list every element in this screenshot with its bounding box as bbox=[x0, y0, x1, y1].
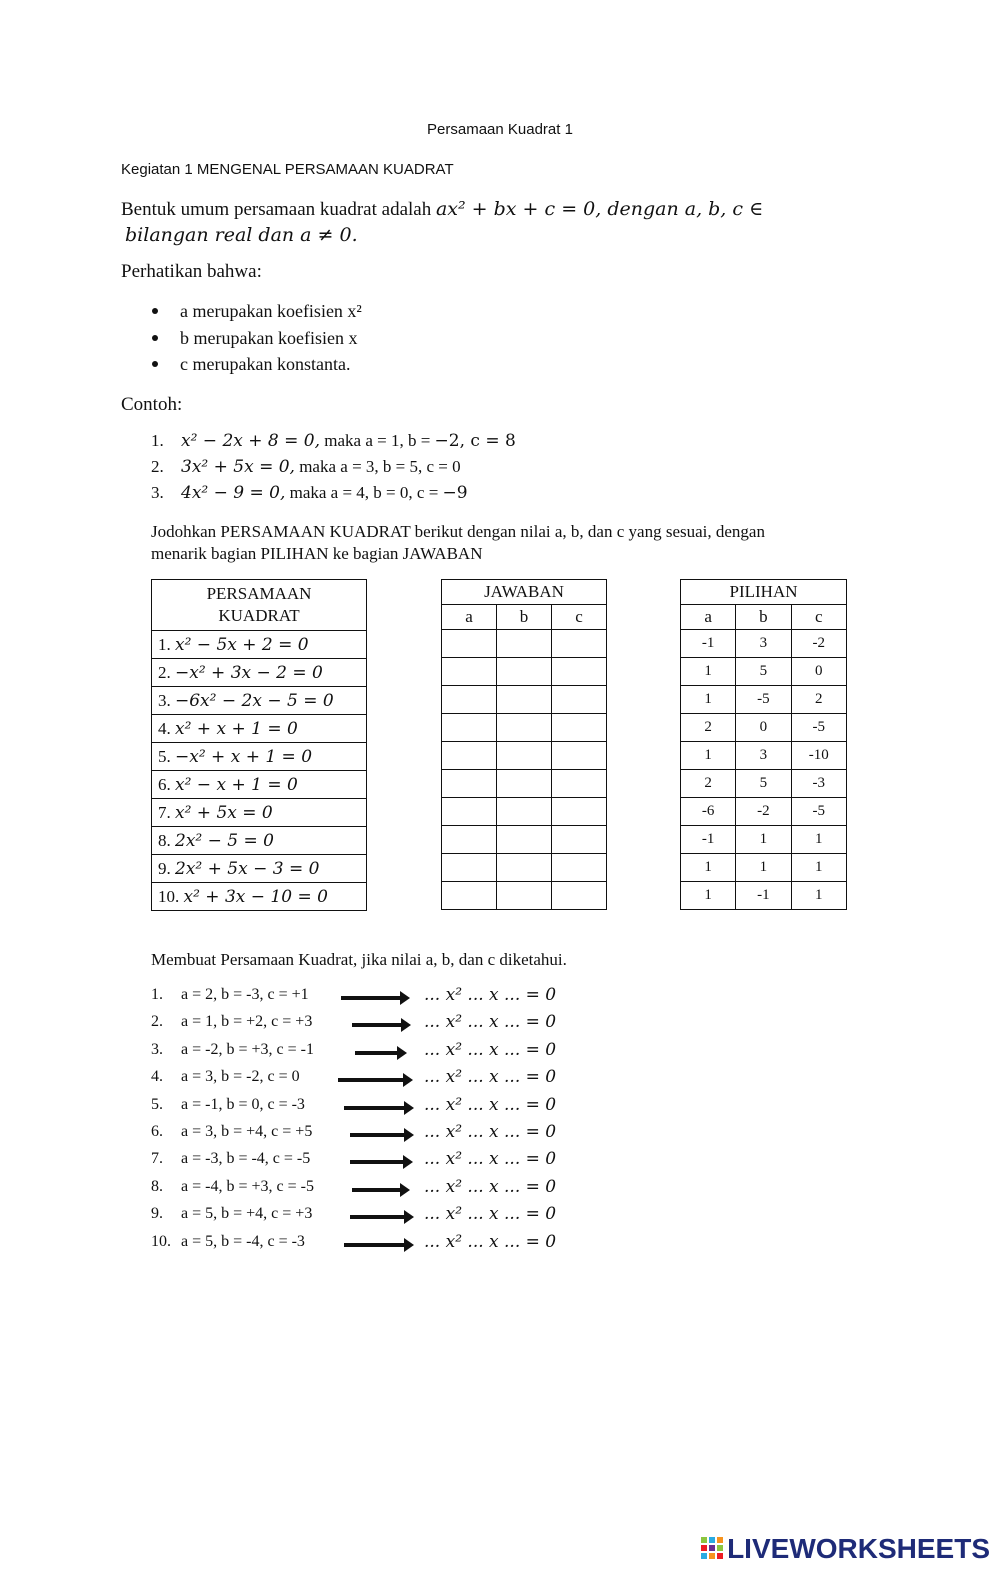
equation-row bbox=[152, 743, 367, 771]
choice-cell-b[interactable]: 5 bbox=[736, 658, 791, 686]
construct-values: a = 5, b = -4, c = -3 bbox=[181, 1232, 305, 1250]
right-arrow-icon bbox=[350, 1215, 405, 1219]
choice-cell-c[interactable]: -2 bbox=[791, 630, 846, 658]
construct-item bbox=[151, 1123, 312, 1141]
choice-cell-b[interactable]: 5 bbox=[736, 770, 791, 798]
construct-answer-blank[interactable] bbox=[424, 1177, 556, 1197]
construct-values: a = -4, b = +3, c = -5 bbox=[181, 1177, 314, 1195]
answer-col-a: a bbox=[442, 605, 497, 630]
construct-answer-blank[interactable] bbox=[424, 1204, 556, 1224]
answer-drop-cell-c[interactable] bbox=[551, 742, 606, 770]
equation-number: 2. bbox=[158, 662, 171, 682]
answer-row bbox=[442, 882, 607, 910]
example-desc: maka a = 4, b = 0, c = bbox=[289, 483, 443, 502]
choice-cell-b[interactable]: -5 bbox=[736, 686, 791, 714]
choice-cell-c[interactable]: 2 bbox=[791, 686, 846, 714]
equation-row bbox=[152, 715, 367, 743]
equation-number: 6. bbox=[158, 774, 171, 794]
answer-drop-cell-b[interactable] bbox=[496, 770, 551, 798]
example-tail: −2, c = 8 bbox=[434, 431, 516, 451]
answer-row bbox=[442, 714, 607, 742]
equation-number: 10. bbox=[158, 886, 180, 906]
answer-row bbox=[442, 658, 607, 686]
construct-values: a = -3, b = -4, c = -5 bbox=[181, 1150, 311, 1168]
answer-drop-cell-a[interactable] bbox=[442, 882, 497, 910]
equation-row bbox=[152, 771, 367, 799]
example-desc: maka a = 1, b = bbox=[324, 431, 435, 450]
general-form-prefix: Bentuk umum persamaan kuadrat adalah bbox=[121, 199, 432, 220]
answer-drop-cell-c[interactable] bbox=[551, 686, 606, 714]
answer-row bbox=[442, 686, 607, 714]
construct-number: 3. bbox=[151, 1040, 163, 1058]
equations-table bbox=[151, 579, 367, 911]
choices-header: PILIHAN bbox=[681, 580, 847, 605]
equation-text: −x² + x + 1 = 0 bbox=[175, 746, 313, 767]
answer-col-c: c bbox=[551, 605, 606, 630]
construct-template: ... x² ... x ... = 0 bbox=[424, 985, 557, 1005]
construct-item bbox=[151, 1205, 312, 1223]
construct-template: ... x² ... x ... = 0 bbox=[424, 1012, 557, 1033]
construct-item bbox=[151, 1041, 314, 1059]
example-item bbox=[151, 483, 468, 503]
choices-col-c: c bbox=[791, 605, 846, 630]
choice-row bbox=[681, 714, 847, 742]
answer-drop-cell-b[interactable] bbox=[496, 658, 551, 686]
equation-cell bbox=[152, 715, 367, 743]
choice-cell-b[interactable]: 3 bbox=[736, 630, 791, 658]
equation-cell bbox=[152, 771, 367, 799]
choice-cell-a[interactable]: 2 bbox=[681, 714, 736, 742]
matching-instruction-line2: menarik bagian PILIHAN ke bagian JAWABAN bbox=[151, 544, 483, 563]
brand-text: LIVEWORKSHEETS bbox=[727, 1533, 990, 1564]
right-arrow-icon bbox=[344, 1243, 405, 1247]
equation-cell bbox=[152, 827, 367, 855]
construct-values: a = 3, b = -2, c = 0 bbox=[181, 1068, 300, 1086]
construct-number: 7. bbox=[151, 1150, 163, 1168]
equation-text: 2x² + 5x − 3 = 0 bbox=[175, 858, 320, 879]
equation-number: 9. bbox=[158, 858, 171, 878]
answer-table bbox=[441, 579, 607, 910]
right-arrow-icon bbox=[344, 1106, 405, 1110]
choices-table bbox=[680, 579, 847, 910]
equation-cell bbox=[152, 743, 367, 771]
construct-template: ... x² ... x ... = 0 bbox=[424, 1094, 557, 1115]
choice-cell-c[interactable]: -3 bbox=[791, 770, 846, 798]
answer-col-b: b bbox=[496, 605, 551, 630]
equation-cell bbox=[152, 631, 367, 659]
construct-instruction: Membuat Persamaan Kuadrat, jika nilai a, b, dan c diketahui. bbox=[151, 950, 567, 969]
activity-heading: Kegiatan 1 MENGENAL PERSAMAAN KUADRAT bbox=[121, 161, 454, 178]
answer-drop-cell-b[interactable] bbox=[496, 854, 551, 882]
choices-col-a: a bbox=[681, 605, 736, 630]
construct-answer-blank[interactable] bbox=[424, 1067, 556, 1087]
equation-number: 3. bbox=[158, 690, 171, 710]
example-tail: −9 bbox=[442, 483, 468, 503]
construct-number: 10. bbox=[151, 1232, 171, 1250]
answer-drop-cell-b[interactable] bbox=[496, 798, 551, 826]
construct-item bbox=[151, 1178, 314, 1196]
construct-values: a = 3, b = +4, c = +5 bbox=[181, 1123, 313, 1140]
equations-header: PERSAMAAN KUADRAT bbox=[152, 580, 367, 631]
answer-row bbox=[442, 826, 607, 854]
general-form-formula: ax² + bx + c = 0, dengan a, b, c ∈ bbox=[435, 198, 764, 220]
answer-drop-cell-a[interactable] bbox=[442, 798, 497, 826]
choice-row bbox=[681, 826, 847, 854]
right-arrow-icon bbox=[355, 1051, 398, 1055]
equation-text: x² − 5x + 2 = 0 bbox=[175, 634, 309, 655]
answer-drop-cell-b[interactable] bbox=[496, 882, 551, 910]
construct-answer-blank[interactable] bbox=[424, 1232, 556, 1252]
choice-cell-b[interactable]: -1 bbox=[736, 882, 791, 910]
equation-number: 8. bbox=[158, 830, 171, 850]
equation-number: 4. bbox=[158, 718, 171, 738]
bullet-item: a merupakan koefisien x² bbox=[152, 301, 362, 322]
answer-drop-cell-a[interactable] bbox=[442, 658, 497, 686]
choice-row bbox=[681, 882, 847, 910]
brand-logo bbox=[701, 1533, 990, 1565]
equation-text: −6x² − 2x − 5 = 0 bbox=[175, 690, 334, 711]
equation-cell bbox=[152, 855, 367, 883]
choice-row bbox=[681, 770, 847, 798]
page-title: Persamaan Kuadrat 1 bbox=[427, 121, 573, 138]
choice-cell-b[interactable]: 1 bbox=[736, 854, 791, 882]
choice-row bbox=[681, 798, 847, 826]
answer-drop-cell-a[interactable] bbox=[442, 630, 497, 658]
choice-row bbox=[681, 630, 847, 658]
answer-drop-cell-c[interactable] bbox=[551, 770, 606, 798]
construct-item bbox=[151, 986, 309, 1004]
equation-cell bbox=[152, 659, 367, 687]
answer-drop-cell-c[interactable] bbox=[551, 658, 606, 686]
example-number: 3. bbox=[151, 483, 164, 502]
answer-drop-cell-c[interactable] bbox=[551, 630, 606, 658]
answer-drop-cell-a[interactable] bbox=[442, 742, 497, 770]
matching-instruction-line1: Jodohkan PERSAMAAN KUADRAT berikut dengan nilai a, b, dan c yang sesuai, dengan bbox=[151, 522, 765, 541]
example-equation: x² − 2x + 8 = 0, bbox=[181, 431, 320, 451]
answer-drop-cell-a[interactable] bbox=[442, 854, 497, 882]
choice-row bbox=[681, 854, 847, 882]
construct-template: ... x² ... x ... = 0 bbox=[424, 1067, 557, 1088]
construct-values: a = -1, b = 0, c = -3 bbox=[181, 1095, 305, 1113]
answer-drop-cell-c[interactable] bbox=[551, 798, 606, 826]
construct-template: ... x² ... x ... = 0 bbox=[424, 1204, 557, 1225]
example-equation: 3x² + 5x = 0, bbox=[181, 457, 295, 477]
choice-cell-c[interactable]: 1 bbox=[791, 882, 846, 910]
answer-drop-cell-a[interactable] bbox=[442, 826, 497, 854]
general-form-line2: bilangan real dan a ≠ 0. bbox=[125, 224, 358, 246]
choice-cell-a[interactable]: -6 bbox=[681, 798, 736, 826]
construct-answer-blank[interactable] bbox=[424, 1122, 556, 1142]
bullet-icon bbox=[152, 308, 158, 314]
choice-cell-a[interactable]: 1 bbox=[681, 658, 736, 686]
equation-number: 1. bbox=[158, 634, 171, 654]
construct-values: a = -2, b = +3, c = -1 bbox=[181, 1040, 314, 1058]
choice-cell-a[interactable]: 1 bbox=[681, 882, 736, 910]
choice-cell-b[interactable]: 1 bbox=[736, 826, 791, 854]
answer-row bbox=[442, 854, 607, 882]
construct-number: 5. bbox=[151, 1095, 163, 1113]
brand-mark-icon bbox=[701, 1537, 723, 1559]
choice-row bbox=[681, 742, 847, 770]
equation-text: −x² + 3x − 2 = 0 bbox=[175, 662, 323, 683]
equation-row bbox=[152, 827, 367, 855]
example-desc: maka a = 3, b = 5, c = 0 bbox=[299, 457, 461, 476]
bullet-item: c merupakan konstanta. bbox=[152, 354, 350, 375]
equation-row bbox=[152, 687, 367, 715]
construct-answer-blank[interactable] bbox=[424, 1149, 556, 1169]
general-form-line1 bbox=[121, 198, 763, 221]
answer-drop-cell-c[interactable] bbox=[551, 826, 606, 854]
notice-heading: Perhatikan bahwa: bbox=[121, 261, 262, 282]
answer-drop-cell-b[interactable] bbox=[496, 742, 551, 770]
example-item bbox=[151, 457, 461, 477]
construct-answer-blank[interactable] bbox=[424, 1040, 556, 1060]
right-arrow-icon bbox=[350, 1133, 405, 1137]
right-arrow-icon bbox=[352, 1188, 401, 1192]
equation-row bbox=[152, 659, 367, 687]
answer-drop-cell-b[interactable] bbox=[496, 714, 551, 742]
construct-number: 1. bbox=[151, 986, 163, 1003]
equation-cell bbox=[152, 799, 367, 827]
choice-cell-b[interactable]: 3 bbox=[736, 742, 791, 770]
example-item bbox=[151, 431, 516, 451]
equation-text: x² + x + 1 = 0 bbox=[175, 718, 298, 739]
equation-text: x² − x + 1 = 0 bbox=[175, 774, 298, 795]
answer-header: JAWABAN bbox=[442, 580, 607, 605]
choice-cell-c[interactable]: 1 bbox=[791, 854, 846, 882]
choice-cell-c[interactable]: 1 bbox=[791, 826, 846, 854]
bullet-icon bbox=[152, 335, 158, 341]
choice-cell-c[interactable]: -5 bbox=[791, 714, 846, 742]
equation-row bbox=[152, 799, 367, 827]
equation-cell bbox=[152, 687, 367, 715]
right-arrow-icon bbox=[341, 996, 401, 1000]
choices-col-b: b bbox=[736, 605, 791, 630]
choice-cell-a[interactable]: -1 bbox=[681, 826, 736, 854]
choice-cell-a[interactable]: 1 bbox=[681, 686, 736, 714]
choice-cell-a[interactable]: 1 bbox=[681, 742, 736, 770]
construct-values: a = 1, b = +2, c = +3 bbox=[181, 1013, 313, 1031]
equation-text: x² + 5x = 0 bbox=[175, 802, 273, 823]
bullet-icon bbox=[152, 361, 158, 367]
choice-cell-b[interactable]: 0 bbox=[736, 714, 791, 742]
construct-template: ... x² ... x ... = 0 bbox=[424, 1149, 557, 1170]
equation-row bbox=[152, 855, 367, 883]
construct-values: a = 2, b = -3, c = +1 bbox=[181, 986, 309, 1003]
construct-number: 8. bbox=[151, 1177, 163, 1195]
construct-template: ... x² ... x ... = 0 bbox=[424, 1231, 557, 1252]
equation-number: 7. bbox=[158, 802, 171, 822]
construct-item bbox=[151, 1096, 305, 1114]
construct-item bbox=[151, 1150, 310, 1168]
equation-row bbox=[152, 883, 367, 911]
example-heading: Contoh: bbox=[121, 394, 183, 415]
construct-item bbox=[151, 1068, 300, 1086]
construct-number: 2. bbox=[151, 1013, 163, 1031]
equation-row bbox=[152, 631, 367, 659]
answer-row bbox=[442, 798, 607, 826]
construct-values: a = 5, b = +4, c = +3 bbox=[181, 1205, 313, 1223]
choice-cell-a[interactable]: -1 bbox=[681, 630, 736, 658]
answer-row bbox=[442, 630, 607, 658]
example-number: 1. bbox=[151, 431, 164, 450]
answer-row bbox=[442, 770, 607, 798]
answer-drop-cell-c[interactable] bbox=[551, 854, 606, 882]
right-arrow-icon bbox=[338, 1078, 404, 1082]
choice-cell-c[interactable]: -5 bbox=[791, 798, 846, 826]
right-arrow-icon bbox=[350, 1160, 404, 1164]
answer-row bbox=[442, 742, 607, 770]
answer-drop-cell-a[interactable] bbox=[442, 714, 497, 742]
choice-row bbox=[681, 658, 847, 686]
choice-cell-b[interactable]: -2 bbox=[736, 798, 791, 826]
choice-cell-c[interactable]: -10 bbox=[791, 742, 846, 770]
answer-drop-cell-a[interactable] bbox=[442, 686, 497, 714]
construct-answer-blank[interactable] bbox=[424, 1095, 556, 1115]
answer-drop-cell-c[interactable] bbox=[551, 714, 606, 742]
bullet-item: b merupakan koefisien x bbox=[152, 328, 357, 349]
equation-text: 2x² − 5 = 0 bbox=[175, 830, 274, 851]
construct-answer-blank[interactable] bbox=[424, 985, 556, 1005]
construct-number: 9. bbox=[151, 1205, 163, 1223]
answer-drop-cell-a[interactable] bbox=[442, 770, 497, 798]
answer-drop-cell-b[interactable] bbox=[496, 686, 551, 714]
construct-item bbox=[151, 1013, 312, 1031]
equation-cell bbox=[152, 883, 367, 911]
choice-row bbox=[681, 686, 847, 714]
choice-cell-a[interactable]: 1 bbox=[681, 854, 736, 882]
answer-drop-cell-b[interactable] bbox=[496, 826, 551, 854]
construct-answer-blank[interactable] bbox=[424, 1012, 556, 1032]
construct-template: ... x² ... x ... = 0 bbox=[424, 1122, 557, 1142]
answer-drop-cell-b[interactable] bbox=[496, 630, 551, 658]
right-arrow-icon bbox=[352, 1023, 402, 1027]
choice-cell-c[interactable]: 0 bbox=[791, 658, 846, 686]
construct-template: ... x² ... x ... = 0 bbox=[424, 1039, 557, 1060]
construct-number: 6. bbox=[151, 1123, 163, 1140]
example-number: 2. bbox=[151, 457, 164, 476]
equation-text: x² + 3x − 10 = 0 bbox=[183, 886, 328, 907]
construct-number: 4. bbox=[151, 1068, 163, 1086]
answer-drop-cell-c[interactable] bbox=[551, 882, 606, 910]
construct-template: ... x² ... x ... = 0 bbox=[424, 1176, 557, 1197]
equation-number: 5. bbox=[158, 746, 171, 766]
construct-item bbox=[151, 1233, 305, 1251]
example-equation: 4x² − 9 = 0, bbox=[181, 483, 286, 503]
choice-cell-a[interactable]: 2 bbox=[681, 770, 736, 798]
